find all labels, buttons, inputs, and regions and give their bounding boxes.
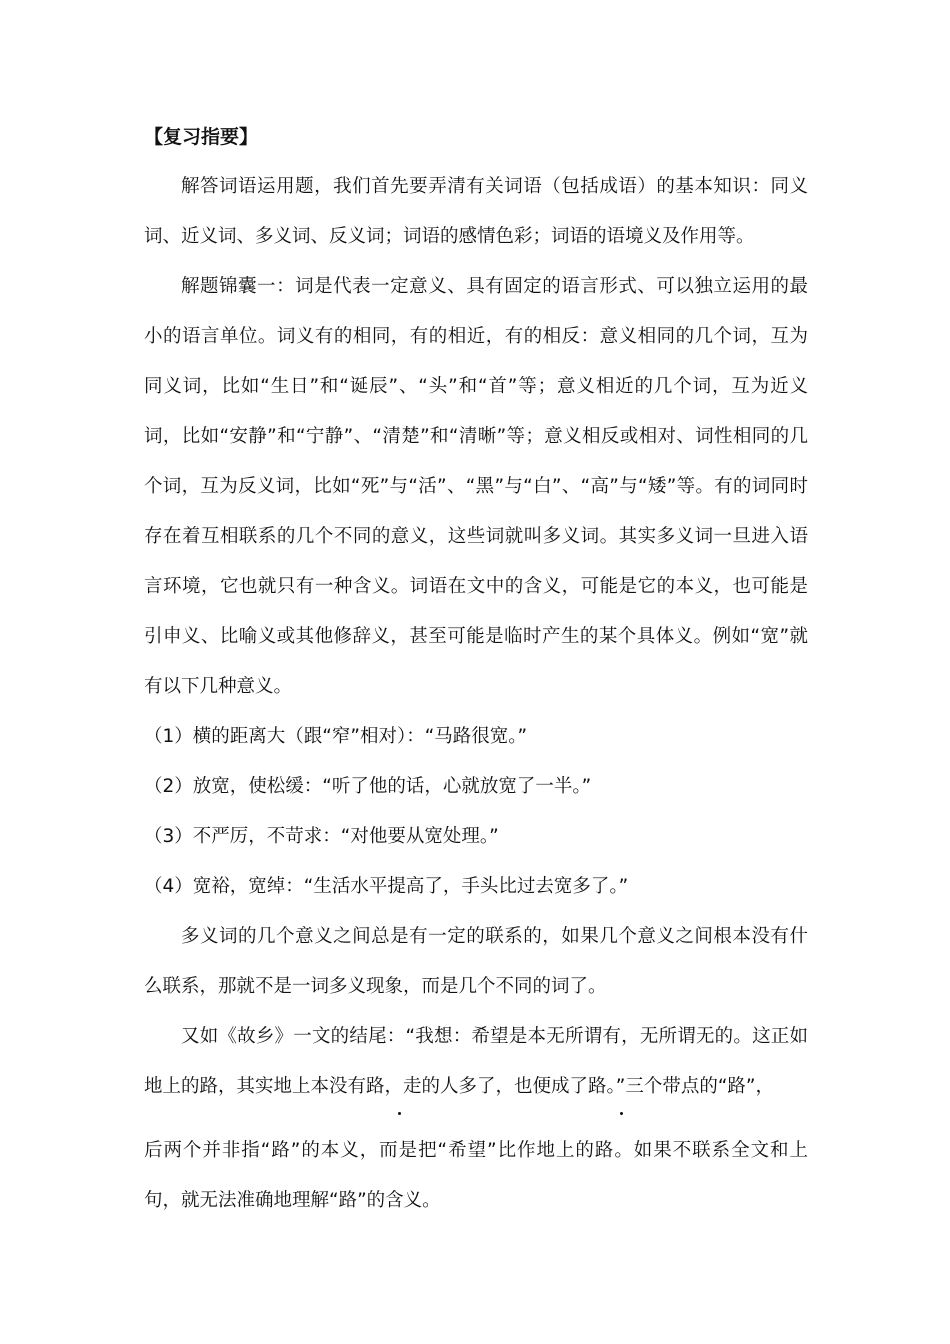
meaning-item: （4）宽裕，宽绰：“生活水平提高了，手头比过去宽多了。” [144,876,629,897]
polysemy-paragraph: 多义词的几个意义之间总是有一定的联系的，如果几个意义之间根本没有什么联系，那就不是一词多义现象，而是几个不同的词了。 [144,926,808,997]
meaning-item: （2）放宽，使松缓：“听了他的话，心就放宽了一半。” [144,776,592,797]
document-page [144,112,808,1226]
example-paragraph-part-two: 后两个并非指“路”的本义，而是把“希望”比作地上的路。如果不联系全文和上句，就无法准确地理解“路”的含义。 [144,1140,808,1211]
emphasis-dot-mark [398,1112,401,1115]
example-paragraph-part-one: 又如《故乡》一文的结尾：“我想：希望是本无所谓有，无所谓无的。这正如地上的路，其实地上本没有路，走的人多了，也便成了路。”三个带点的“路”， [144,1026,808,1097]
meaning-list [144,712,808,912]
section-heading: 【复习指要】 [144,126,259,148]
meaning-item: （3）不严厉，不苛求：“对他要从宽处理。” [144,826,499,847]
emphasis-dots-row [144,1112,808,1126]
emphasis-dot-mark [620,1112,623,1115]
intro-paragraph: 解答词语运用题，我们首先要弄清有关词语（包括成语）的基本知识：同义词、近义词、多义词、反义词；词语的感情色彩；词语的语境义及作用等。 [144,176,808,247]
tip-one-paragraph: 解题锦囊一：词是代表一定意义、具有固定的语言形式、可以独立运用的最小的语言单位。词义有的相同，有的相近，有的相反：意义相同的几个词，互为同义词，比如“生日”和“诞辰”、“头”和“首”等；意义相近的几个词，互为近义词，比如“安静”和“宁静”、“清楚”和“清晰”等；意义相反或相对、词性相同的几个词，互为反义词，比如“死”与“活”、“黑”与“白”、“高”与“矮”等。有的词同时存在着互相联系的几个不同的意义，这些词就叫多义词。其实多义词一旦进入语言环境，它也就只有一种含义。词语在文中的含义，可能是它的本义，也可能是引申义、比喻义或其他修辞义，甚至可能是临时产生的某个具体义。例如“宽”就有以下几种意义。 [144,276,808,697]
meaning-item: （1）横的距离大（跟“窄”相对）：“马路很宽。” [144,726,528,747]
